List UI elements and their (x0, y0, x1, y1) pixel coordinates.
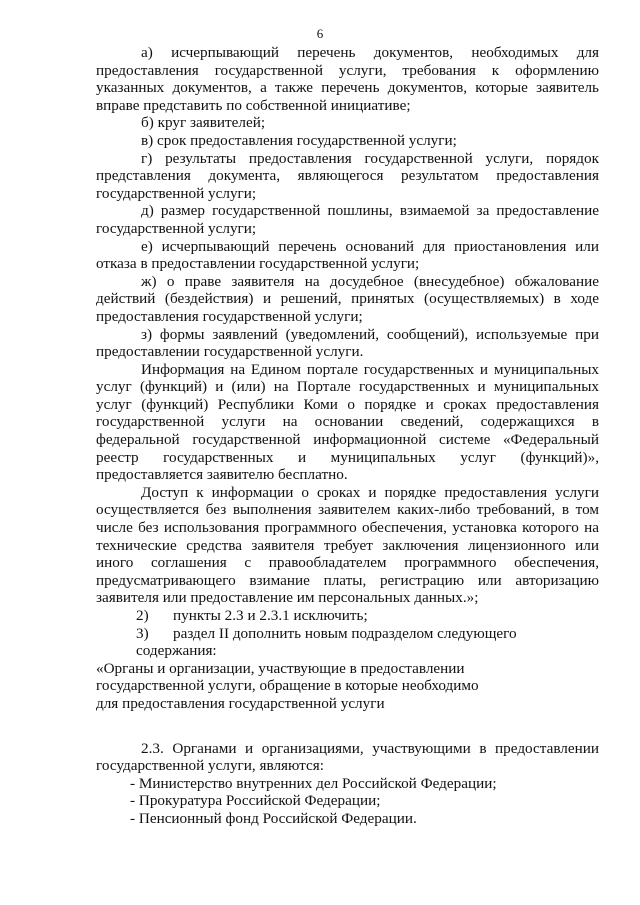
list-item: - Пенсионный фонд Российской Федерации. (130, 809, 417, 827)
paragraph-e: е) исчерпывающий перечень оснований для приостановления или отказа в предоставлении государственной услуги; (96, 237, 599, 273)
list-item-number: 2) (136, 607, 149, 624)
subsection-heading-line: для предоставления государственной услуги (96, 694, 385, 712)
list-item (96, 625, 599, 660)
list-item: - Министерство внутренних дел Российской Федерации; (130, 774, 497, 792)
paragraph-a: а) исчерпывающий перечень документов, необходимых для предоставления государственной услуги, требования к оформлению указанных документов, а также перечень документов, которые заявитель вправе представить по собственной инициативе; (96, 44, 599, 114)
paragraph-access-info: Доступ к информации о сроках и порядке предоставления услуги осуществляется без выполнения заявителем каких-либо требований, в том числе без использования программного обеспечения, установка которого на технические средства заявителя требует заключения лицензионного или иного соглашения с правообладателем программного обеспечения, предусматривающего взимание платы, регистрацию или авторизацию заявителя или предоставление им персональных данных.»; (96, 483, 599, 607)
page-number: 6 (316, 26, 324, 41)
paragraph-g: г) результаты предоставления государственной услуги, порядок представления документа, являющегося результатом предоставления государственной услуги; (96, 149, 599, 202)
paragraph-info-portal: Информация на Едином портале государственных и муниципальных услуг (функций) и (или) на Портале государственных и муниципальных услуг (функций) Республики Коми о порядке и сроках предоставления государственной услуги на основании сведений, содержащихся в федеральной государственной информационной системе «Федеральный реестр государственных и муниципальных услуг (функций)», предоставляется заявителю бесплатно. (96, 360, 599, 484)
list-item-text: раздел II дополнить новым подразделом следующего содержания: (136, 624, 517, 660)
paragraph-v: в) срок предоставления государственной услуги; (141, 131, 457, 149)
subsection-heading-line: государственной услуги, обращение в которые необходимо (96, 677, 479, 695)
paragraph-b: б) круг заявителей; (141, 114, 266, 132)
list-item-number: 3) (136, 624, 149, 642)
list-item-text: пункты 2.3 и 2.3.1 исключить; (173, 607, 368, 624)
spacer (96, 713, 599, 740)
section-intro: 2.3. Органами и организациями, участвующими в предоставлении государственной услуги, являются: (96, 739, 599, 775)
paragraph-z: з) формы заявлений (уведомлений, сообщений), используемые при предоставлении государственной услуги. (96, 325, 599, 361)
subsection-heading-line: «Органы и организации, участвующие в предоставлении (96, 659, 465, 677)
document-body (96, 44, 599, 828)
list-item (96, 607, 599, 625)
list-item: - Прокуратура Российской Федерации; (130, 792, 381, 810)
paragraph-d: д) размер государственной пошлины, взимаемой за предоставление государственной услуги; (96, 202, 599, 237)
paragraph-zh: ж) о праве заявителя на досудебное (внесудебное) обжалование действий (бездействия) и решений, принятых (осуществляемых) в ходе предоставления государственной услуги; (96, 272, 599, 325)
